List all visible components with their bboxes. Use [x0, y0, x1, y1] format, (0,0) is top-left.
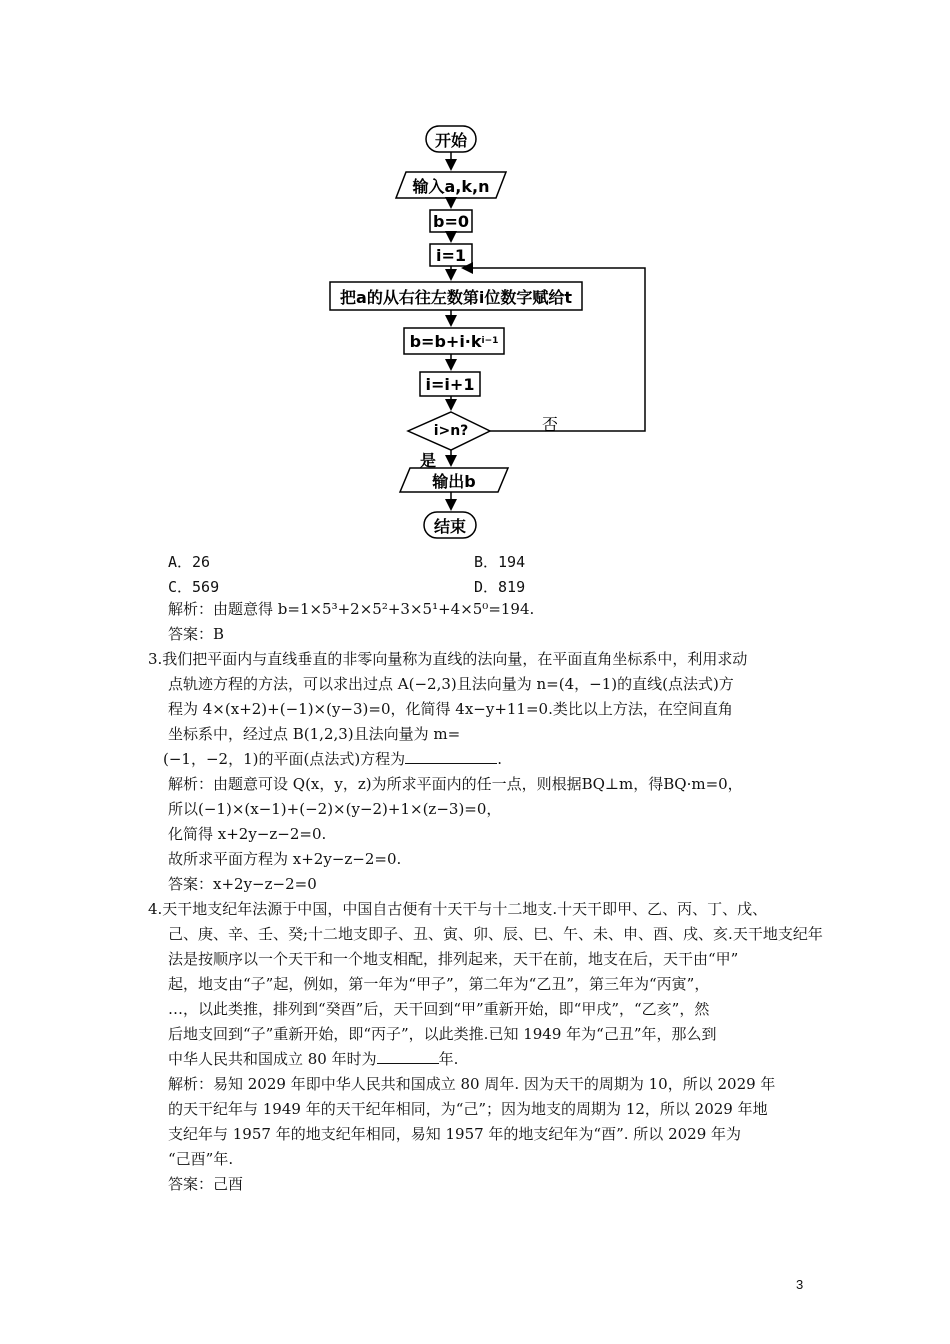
q4-line-5: …，以此类推，排列到“癸酉”后，天干回到“甲”重新开始，即“甲戌”，“乙亥”，然: [168, 1000, 710, 1018]
end-label: 结束: [433, 516, 466, 536]
option-b: B．194: [474, 553, 526, 571]
update-b-superscript: i−1: [481, 336, 499, 346]
page-number: 3: [796, 1277, 804, 1292]
i-init-label: i=1: [435, 245, 467, 265]
q3-line-1: 3.我们把平面内与直线垂直的非零向量称为直线的法向量，在平面直角坐标系中，利用求动: [148, 650, 748, 668]
q3-analysis-3: 化简得 x+2y−z−2=0.: [168, 825, 327, 843]
increment-label: i=i+1: [425, 374, 475, 394]
output-label: 输出b: [432, 471, 476, 491]
assign-label: 把a的从右往左数第i位数字赋给t: [340, 287, 572, 307]
input-label: 输入a,k,n: [412, 176, 490, 196]
q3-line-4: 坐标系中，经过点 B(1,2,3)且法向量为 m=: [168, 725, 461, 743]
option-a: A．26: [168, 553, 211, 571]
q3-analysis-2: 所以(−1)×(x−1)+(−2)×(y−2)+1×(z−3)=0，: [168, 800, 502, 818]
q4-line-7-text: 中华人民共和国成立 80 年时为: [168, 1050, 377, 1068]
q4-analysis-2: 的天干纪年与 1949 年的天干纪年相同，为“己”；因为地支的周期为 12，所以 2029 年地: [168, 1100, 768, 1118]
option-c: C．569: [168, 578, 220, 596]
flowchart: [320, 118, 660, 548]
q3-analysis-1: 解析：由题意可设 Q(x，y，z)为所求平面内的任一点，则根据BQ⊥m，得BQ·m=0，: [168, 775, 743, 793]
q4-analysis-3: 支纪年与 1957 年的地支纪年相同，易知 1957 年的地支纪年为“酉”. 所以 2029 年为: [168, 1125, 742, 1143]
q4-answer-blank: [377, 1049, 439, 1064]
q4-line-1: 4.天干地支纪年法源于中国，中国自古便有十天干与十二地支.十天干即甲、乙、丙、丁、戊、: [148, 900, 768, 918]
q4-line-7: [168, 1047, 458, 1072]
q4-analysis-1: 解析：易知 2029 年即中华人民共和国成立 80 周年. 因为天干的周期为 10，所以 2029 年: [168, 1075, 776, 1093]
q3-line-5: [163, 747, 502, 772]
b-init-label: b=0: [433, 211, 469, 231]
yes-label: 是: [420, 451, 437, 470]
q4-line-4: 起，地支由“子”起，例如，第一年为“甲子”，第二年为“乙丑”，第三年为“丙寅”，: [168, 975, 710, 993]
q4-line-2: 己、庚、辛、壬、癸;十二地支即子、丑、寅、卯、辰、巳、午、未、申、酉、戌、亥.天干地支纪年: [168, 925, 823, 943]
q4-answer: 答案：己酉: [168, 1175, 244, 1193]
q3-answer-blank: [405, 749, 497, 764]
start-label: 开始: [434, 130, 467, 150]
no-label: 否: [542, 415, 559, 434]
q4-analysis-4: “己酉”年.: [168, 1150, 234, 1168]
q3-line-3: 程为 4×(x+2)+(−1)×(y−3)=0，化简得 4x−y+11=0.类比以上方法，在空间直角: [168, 700, 733, 718]
condition-label: i>n?: [433, 423, 469, 439]
q3-analysis-4: 故所求平面方程为 x+2y−z−2=0.: [168, 850, 402, 868]
q2-analysis: 解析：由题意得 b=1×5³+2×5²+3×5¹+4×5⁰=194.: [168, 600, 535, 618]
q4-line-3: 法是按顺序以一个天干和一个地支相配，排列起来，天干在前，地支在后，天干由“甲”: [168, 950, 739, 968]
update-b-text: b=b+i·k: [409, 331, 482, 351]
update-b-label: [404, 328, 504, 354]
q2-answer: 答案：B: [168, 625, 225, 643]
q4-line-6: 后地支回到“子”重新开始，即“丙子”，以此类推.已知 1949 年为“己丑”年，那么到: [168, 1025, 717, 1043]
q3-period: .: [497, 750, 502, 768]
q3-line-5-text: (−1，−2，1)的平面(点法式)方程为: [163, 750, 406, 768]
q3-answer: 答案：x+2y−z−2=0: [168, 875, 317, 893]
option-d: D．819: [474, 578, 526, 596]
q4-year-suffix: 年.: [438, 1050, 459, 1068]
q3-line-2: 点轨迹方程的方法，可以求出过点 A(−2,3)且法向量为 n=(4，−1)的直线(点法式)方: [168, 675, 734, 693]
